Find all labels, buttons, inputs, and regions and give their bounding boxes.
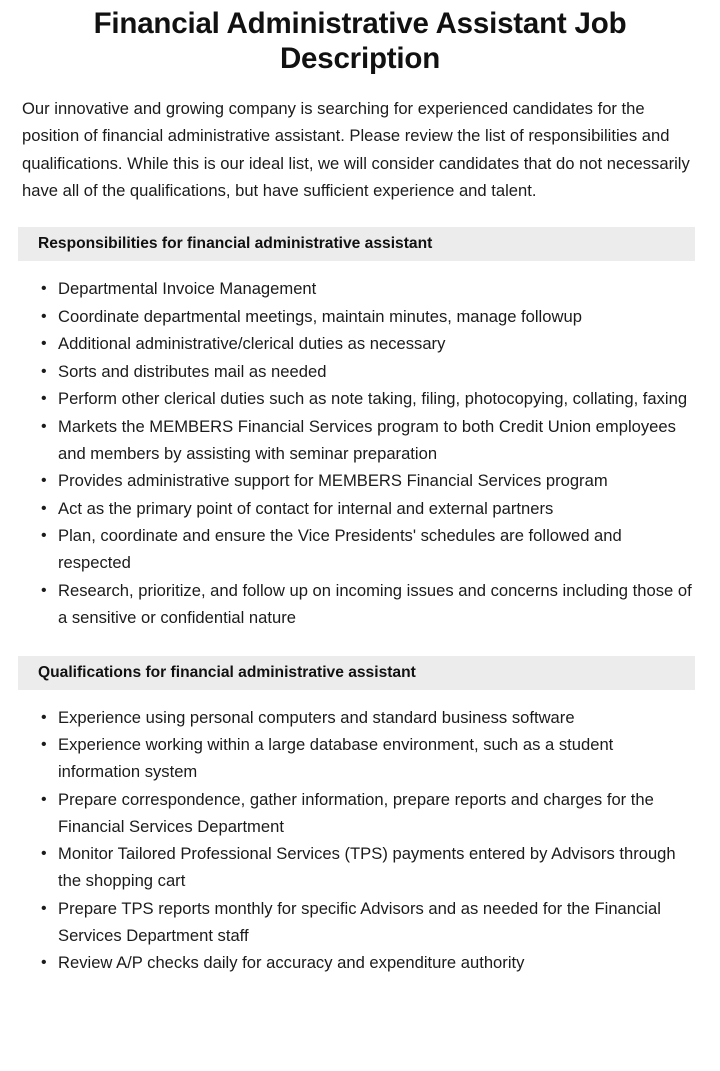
- list-item: • Sorts and distributes mail as needed: [0, 358, 695, 385]
- section-header-qualifications: Qualifications for financial administrative assistant: [18, 656, 695, 690]
- list-item: • Perform other clerical duties such as note taking, filing, photocopying, collating, faxing: [0, 385, 695, 412]
- list-item: • Markets the MEMBERS Financial Services program to both Credit Union employees and members by assisting with seminar preparation: [0, 413, 695, 467]
- section-qualifications: [0, 656, 720, 977]
- list-item: • Plan, coordinate and ensure the Vice Presidents' schedules are followed and respected: [0, 522, 695, 576]
- section-header-responsibilities: Responsibilities for financial administrative assistant: [18, 227, 695, 261]
- responsibilities-list: [0, 275, 720, 631]
- list-item: • Prepare TPS reports monthly for specific Advisors and as needed for the Financial Services Department staff: [0, 895, 695, 949]
- list-item: • Departmental Invoice Management: [0, 275, 695, 302]
- list-item: • Review A/P checks daily for accuracy and expenditure authority: [0, 949, 695, 976]
- page-title: Financial Administrative Assistant Job Description: [93, 7, 627, 75]
- list-item: • Prepare correspondence, gather information, prepare reports and charges for the Financial Services Department: [0, 786, 695, 840]
- intro-paragraph: Our innovative and growing company is searching for experienced candidates for the position of financial administrative assistant. Please review the list of responsibilities and qualifications. While this is our ideal list, we will consider candidates that do not necessarily have all of the qualifications, but have sufficient experience and talent.: [22, 99, 690, 200]
- section-responsibilities: [0, 227, 720, 631]
- list-item: • Act as the primary point of contact for internal and external partners: [0, 495, 695, 522]
- list-item: • Provides administrative support for MEMBERS Financial Services program: [0, 467, 695, 494]
- list-item: • Experience using personal computers and standard business software: [0, 704, 695, 731]
- qualifications-list: [0, 704, 720, 977]
- list-item: • Coordinate departmental meetings, maintain minutes, manage followup: [0, 303, 695, 330]
- list-item: • Research, prioritize, and follow up on incoming issues and concerns including those of a sensitive or confidential nature: [0, 577, 695, 631]
- list-item: • Experience working within a large database environment, such as a student information system: [0, 731, 695, 785]
- list-item: • Monitor Tailored Professional Services (TPS) payments entered by Advisors through the shopping cart: [0, 840, 695, 894]
- job-description-page: [0, 6, 720, 1071]
- list-item: • Additional administrative/clerical duties as necessary: [0, 330, 695, 357]
